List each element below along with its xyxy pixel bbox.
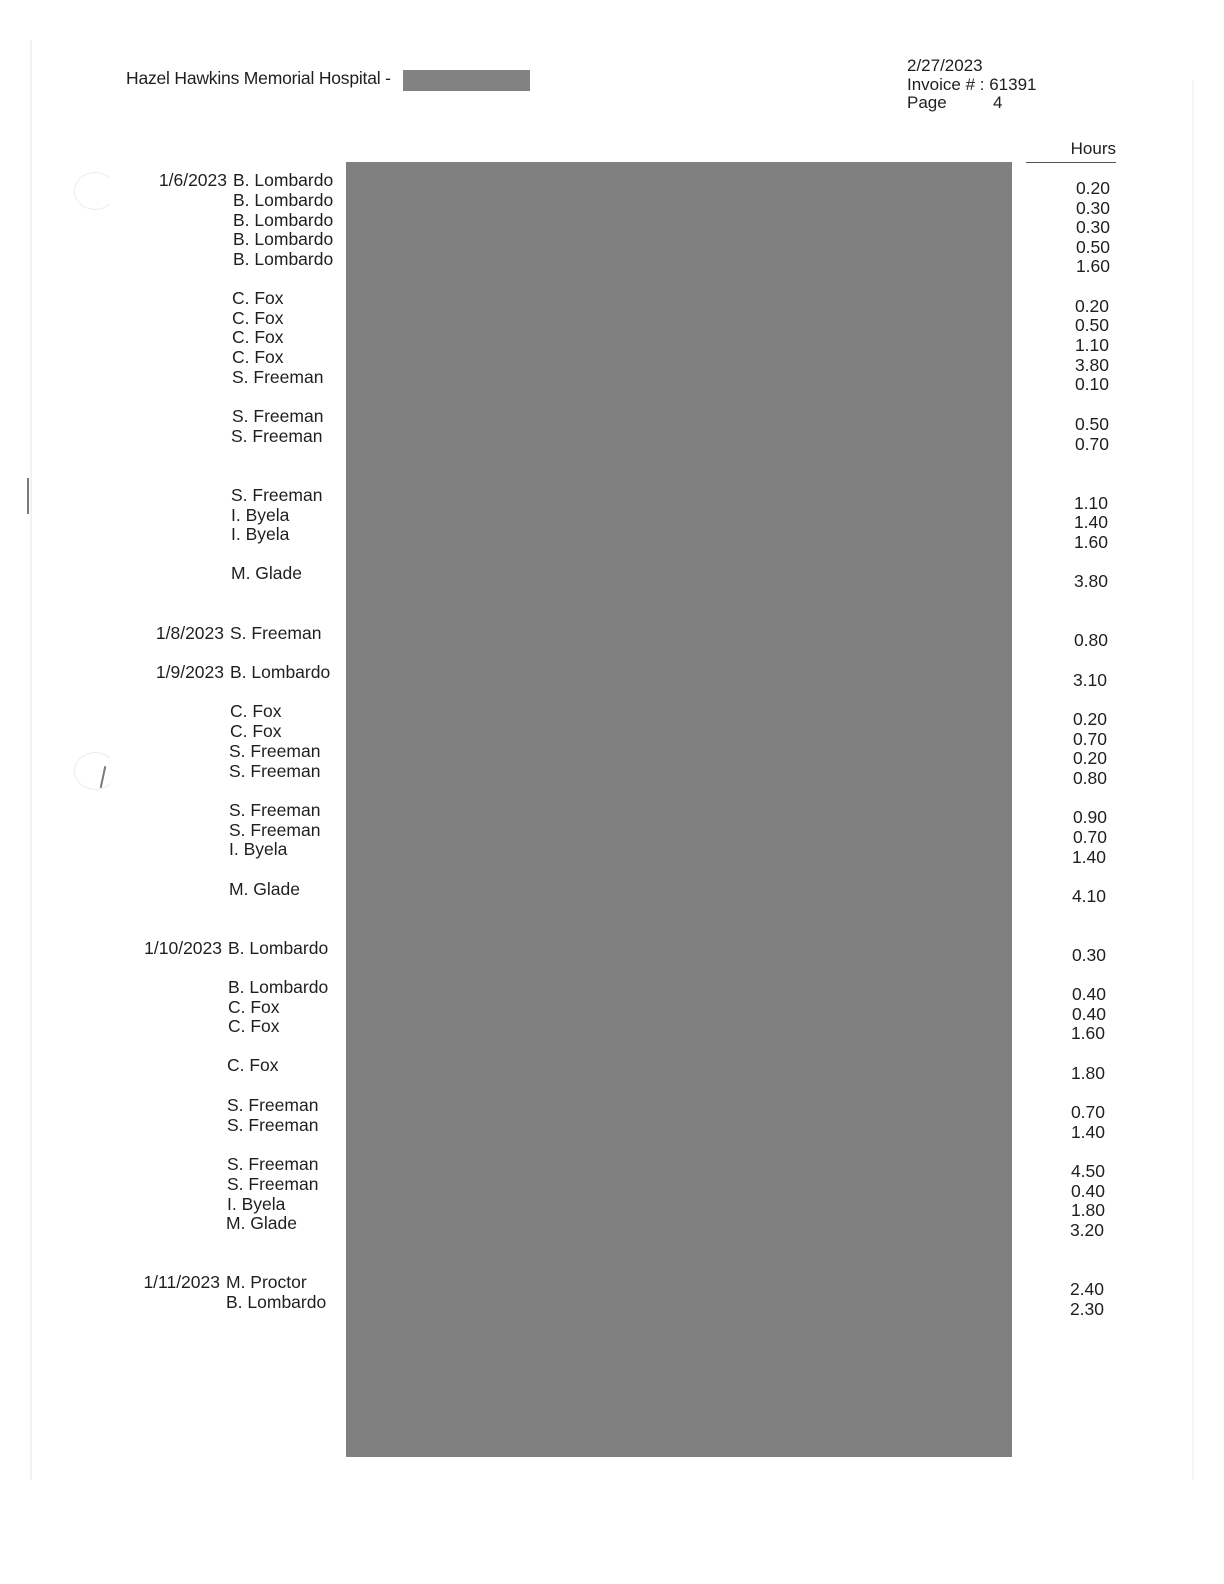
table-row bbox=[0, 879, 1224, 899]
entry-name: M. Glade bbox=[229, 879, 300, 899]
entry-name: B. Lombardo bbox=[230, 662, 331, 682]
entry-hours: 0.50 bbox=[1074, 315, 1109, 335]
table-row bbox=[0, 426, 1224, 446]
entry-hours: 0.70 bbox=[1074, 434, 1109, 454]
entry-name: C. Fox bbox=[230, 721, 282, 741]
entry-hours: 2.40 bbox=[1069, 1279, 1104, 1299]
table-row bbox=[0, 1213, 1224, 1233]
table-row bbox=[0, 327, 1224, 347]
entry-name: M. Proctor bbox=[226, 1272, 307, 1292]
table-row bbox=[0, 721, 1224, 741]
table-row bbox=[0, 170, 1224, 190]
table-row bbox=[0, 229, 1224, 249]
entry-hours: 0.40 bbox=[1071, 1004, 1106, 1024]
entry-name: I. Byela bbox=[231, 524, 290, 544]
entry-hours: 0.30 bbox=[1075, 198, 1110, 218]
entry-name: S. Freeman bbox=[229, 741, 321, 761]
table-row bbox=[0, 741, 1224, 761]
entry-hours: 1.80 bbox=[1070, 1200, 1105, 1220]
entry-name: B. Lombardo bbox=[233, 170, 334, 190]
entry-date: 1/6/2023 bbox=[158, 170, 227, 190]
entry-hours: 1.60 bbox=[1070, 1023, 1105, 1043]
entry-name: S. Freeman bbox=[227, 1154, 319, 1174]
entry-hours: 0.80 bbox=[1072, 768, 1107, 788]
entry-hours: 0.70 bbox=[1070, 1102, 1105, 1122]
table-row bbox=[0, 1016, 1224, 1036]
entry-date: 1/10/2023 bbox=[144, 938, 222, 958]
invoice-number: 61391 bbox=[989, 74, 1037, 94]
entry-name: B. Lombardo bbox=[233, 210, 334, 230]
entry-name: B. Lombardo bbox=[226, 1292, 327, 1312]
entry-name: S. Freeman bbox=[229, 800, 321, 820]
invoice-date: 2/27/2023 bbox=[907, 56, 983, 75]
entry-date: 1/9/2023 bbox=[155, 662, 224, 682]
table-row bbox=[0, 800, 1224, 820]
table-row bbox=[0, 997, 1224, 1017]
entry-hours: 4.50 bbox=[1070, 1161, 1105, 1181]
entry-hours: 3.80 bbox=[1073, 571, 1108, 591]
entry-hours: 0.40 bbox=[1071, 984, 1106, 1004]
entry-hours: 0.70 bbox=[1072, 827, 1107, 847]
entry-hours: 1.10 bbox=[1073, 493, 1108, 513]
table-row bbox=[0, 1174, 1224, 1194]
entry-name: S. Freeman bbox=[230, 623, 322, 643]
entry-hours: 1.10 bbox=[1074, 335, 1109, 355]
entry-name: B. Lombardo bbox=[233, 229, 334, 249]
entry-hours: 3.10 bbox=[1072, 670, 1107, 690]
entry-name: B. Lombardo bbox=[228, 938, 329, 958]
entry-hours: 0.40 bbox=[1070, 1181, 1105, 1201]
entry-hours: 0.70 bbox=[1072, 729, 1107, 749]
entry-hours: 0.20 bbox=[1072, 748, 1107, 768]
entry-name: C. Fox bbox=[232, 308, 284, 328]
entry-hours: 2.30 bbox=[1069, 1299, 1104, 1319]
table-row bbox=[0, 367, 1224, 387]
table-row bbox=[0, 839, 1224, 859]
table-row bbox=[0, 623, 1224, 643]
entry-name: S. Freeman bbox=[231, 485, 323, 505]
entry-name: B. Lombardo bbox=[233, 190, 334, 210]
entry-hours: 1.40 bbox=[1073, 512, 1108, 532]
entry-name: M. Glade bbox=[231, 563, 302, 583]
table-row bbox=[0, 485, 1224, 505]
table-row bbox=[0, 190, 1224, 210]
entry-hours: 3.20 bbox=[1069, 1220, 1104, 1240]
hospital-name: Hazel Hawkins Memorial Hospital - bbox=[126, 68, 391, 88]
entry-name: C. Fox bbox=[232, 347, 284, 367]
hours-column-header: Hours bbox=[1026, 139, 1116, 163]
entry-name: S. Freeman bbox=[227, 1115, 319, 1135]
table-row bbox=[0, 1154, 1224, 1174]
table-row bbox=[0, 662, 1224, 682]
entry-name: S. Freeman bbox=[232, 406, 324, 426]
table-row bbox=[0, 938, 1224, 958]
entry-hours: 0.20 bbox=[1075, 178, 1110, 198]
table-row bbox=[0, 210, 1224, 230]
table-row bbox=[0, 406, 1224, 426]
table-row bbox=[0, 1292, 1224, 1312]
entry-hours: 1.80 bbox=[1070, 1063, 1105, 1083]
entry-name: I. Byela bbox=[231, 505, 290, 525]
entry-hours: 0.30 bbox=[1071, 945, 1106, 965]
entry-hours: 0.50 bbox=[1075, 237, 1110, 257]
entry-name: C. Fox bbox=[228, 1016, 280, 1036]
entry-hours: 0.90 bbox=[1072, 807, 1107, 827]
page-number: 4 bbox=[993, 93, 1003, 112]
table-row bbox=[0, 977, 1224, 997]
entry-name: B. Lombardo bbox=[228, 977, 329, 997]
entry-name: S. Freeman bbox=[229, 761, 321, 781]
entry-name: M. Glade bbox=[226, 1213, 297, 1233]
table-row bbox=[0, 1055, 1224, 1075]
page-label: Page bbox=[907, 93, 947, 112]
entry-hours: 1.40 bbox=[1071, 847, 1106, 867]
entry-name: C. Fox bbox=[232, 327, 284, 347]
table-row bbox=[0, 249, 1224, 269]
entry-hours: 0.20 bbox=[1074, 296, 1109, 316]
table-row bbox=[0, 563, 1224, 583]
table-row bbox=[0, 701, 1224, 721]
table-row bbox=[0, 1194, 1224, 1214]
entry-name: S. Freeman bbox=[229, 820, 321, 840]
entry-hours: 1.60 bbox=[1073, 532, 1108, 552]
entry-name: S. Freeman bbox=[227, 1174, 319, 1194]
entry-name: C. Fox bbox=[228, 997, 280, 1017]
entry-date: 1/11/2023 bbox=[143, 1272, 220, 1292]
table-row bbox=[0, 288, 1224, 308]
table-row bbox=[0, 347, 1224, 367]
entry-hours: 0.80 bbox=[1073, 630, 1108, 650]
entry-name: I. Byela bbox=[227, 1194, 286, 1214]
entry-name: S. Freeman bbox=[232, 367, 324, 387]
entry-hours: 0.20 bbox=[1072, 709, 1107, 729]
entry-hours: 0.30 bbox=[1075, 217, 1110, 237]
entry-hours: 1.60 bbox=[1075, 256, 1110, 276]
entry-hours: 0.10 bbox=[1074, 374, 1109, 394]
entry-hours: 3.80 bbox=[1074, 355, 1109, 375]
table-row bbox=[0, 1272, 1224, 1292]
entry-name: S. Freeman bbox=[231, 426, 323, 446]
table-row bbox=[0, 1095, 1224, 1115]
table-row bbox=[0, 820, 1224, 840]
table-row bbox=[0, 308, 1224, 328]
entry-hours: 1.40 bbox=[1070, 1122, 1105, 1142]
table-row bbox=[0, 524, 1224, 544]
entry-hours: 0.50 bbox=[1074, 414, 1109, 434]
entry-name: C. Fox bbox=[230, 701, 282, 721]
entry-name: I. Byela bbox=[229, 839, 288, 859]
table-row bbox=[0, 761, 1224, 781]
invoice-number-label: Invoice # : bbox=[907, 74, 990, 94]
entry-date: 1/8/2023 bbox=[155, 623, 224, 643]
entry-name: C. Fox bbox=[227, 1055, 279, 1075]
entry-hours: 4.10 bbox=[1071, 886, 1106, 906]
table-row bbox=[0, 1115, 1224, 1135]
entry-name: B. Lombardo bbox=[233, 249, 334, 269]
table-row bbox=[0, 505, 1224, 525]
entry-name: S. Freeman bbox=[227, 1095, 319, 1115]
entry-name: C. Fox bbox=[232, 288, 284, 308]
